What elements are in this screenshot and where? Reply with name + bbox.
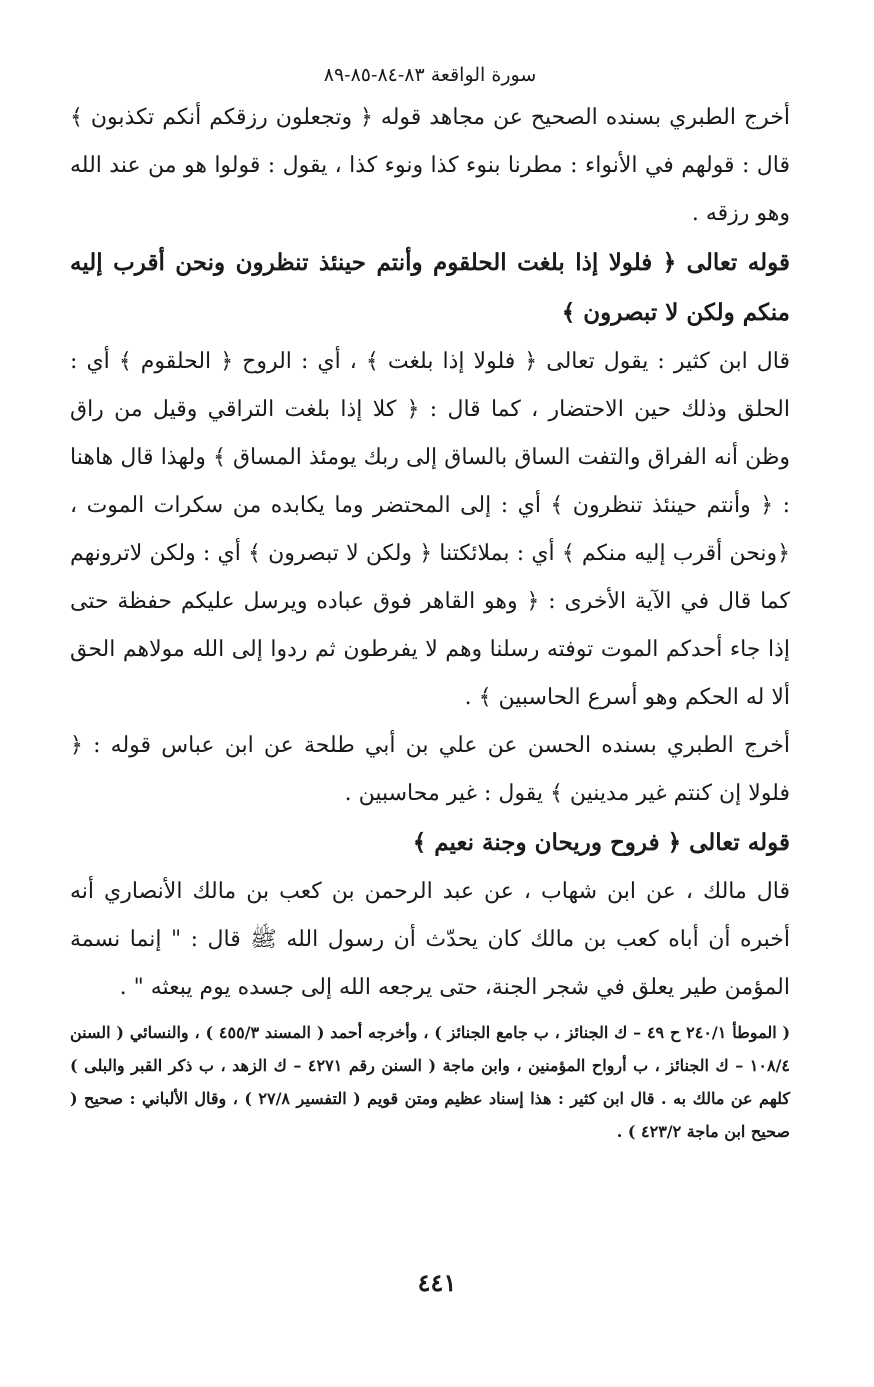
running-head: سورة الواقعة ٨٣-٨٤-٨٥-٨٩: [323, 64, 537, 86]
paragraph-tabari-mujahid: أخرج الطبري بسنده الصحيح عن مجاهد قوله ﴿ وتجعلون رزقكم أنكم تكذبون ﴾ قال : قولهم في الأنواء : مطرنا بنوء كذا ونوء كذا ، يقول : قولوا هو من عند الله وهو رزقه .: [70, 105, 790, 226]
paragraph-tabari-ibn-abbas: أخرج الطبري بسنده الحسن عن علي بن أبي طلحة عن ابن عباس قوله : ﴿ فلولا إن كنتم غير مدينين ﴾ يقول : غير محاسبين .: [70, 733, 790, 806]
paragraph-ibn-kathir: قال ابن كثير : يقول تعالى ﴿ فلولا إذا بلغت ﴾ ، أي : الروح ﴿ الحلقوم ﴾ أي : الحلق وذلك حين الاحتضار ، كما قال : ﴿ كلا إذا بلغت التراقي وقيل من راق وظن أنه الفراق والتفت الساق بالساق إلى ربك يومئذ المساق ﴾ ولهذا قال هاهنا : ﴿ وأنتم حينئذ تنظرون ﴾ أي : إلى المحتضر وما يكابده من سكرات الموت ، ﴿ونحن أقرب إليه منكم ﴾ أي : بملائكتنا ﴿ ولكن لا تبصرون ﴾ أي : ولكن لاترونهم كما قال في الآية الأخرى : ﴿ وهو القاهر فوق عباده ويرسل عليكم حفظة حتى إذا جاء أحدكم الموت توفته رسلنا وهم لا يفرطون ثم ردوا إلى الله مولاهم الحق ألا له الحكم وهو أسرع الحاسبين ﴾ .: [70, 349, 790, 710]
page-number: ٤٤١: [417, 1268, 457, 1297]
hadith-citation: ( الموطأ ٢٤٠/١ ح ٤٩ – ك الجنائز ، ب جامع الجنائز ) ، وأخرجه أحمد ( المسند ٤٥٥/٣ ) ، والنسائي ( السنن ١٠٨/٤ – ك الجنائز ، ب أرواح المؤمنين ، وابن ماجة ( السنن رقم ٤٢٧١ – ك الزهد ، ب ذكر القبر والبلى ) كلهم عن مالك به . قال ابن كثير : هذا إسناد عظيم ومتن قويم ( التفسير ٢٧/٨ ) ، وقال الألباني : صحيح ( صحيح ابن ماجة ٤٢٣/٢ ) .: [70, 1023, 791, 1141]
verse-heading-rawh: قوله تعالى ﴿ فروح وريحان وجنة نعيم ﴾: [412, 829, 790, 856]
verse-heading-hulqum: قوله تعالى ﴿ فلولا إذا بلغت الحلقوم وأنتم حينئذ تنظرون ونحن أقرب إليه منكم ولكن لا تبصرون ﴾: [70, 249, 790, 326]
paragraph-malik-hadith: قال مالك ، عن ابن شهاب ، عن عبد الرحمن بن كعب بن مالك الأنصاري أنه أخبره أن أباه كعب بن مالك كان يحدّث أن رسول الله ﷺ قال : " إنما نسمة المؤمن طير يعلق في شجر الجنة، حتى يرجعه الله إلى جسده يوم يبعثه " .: [70, 879, 790, 1000]
page-body: [70, 60, 790, 1164]
